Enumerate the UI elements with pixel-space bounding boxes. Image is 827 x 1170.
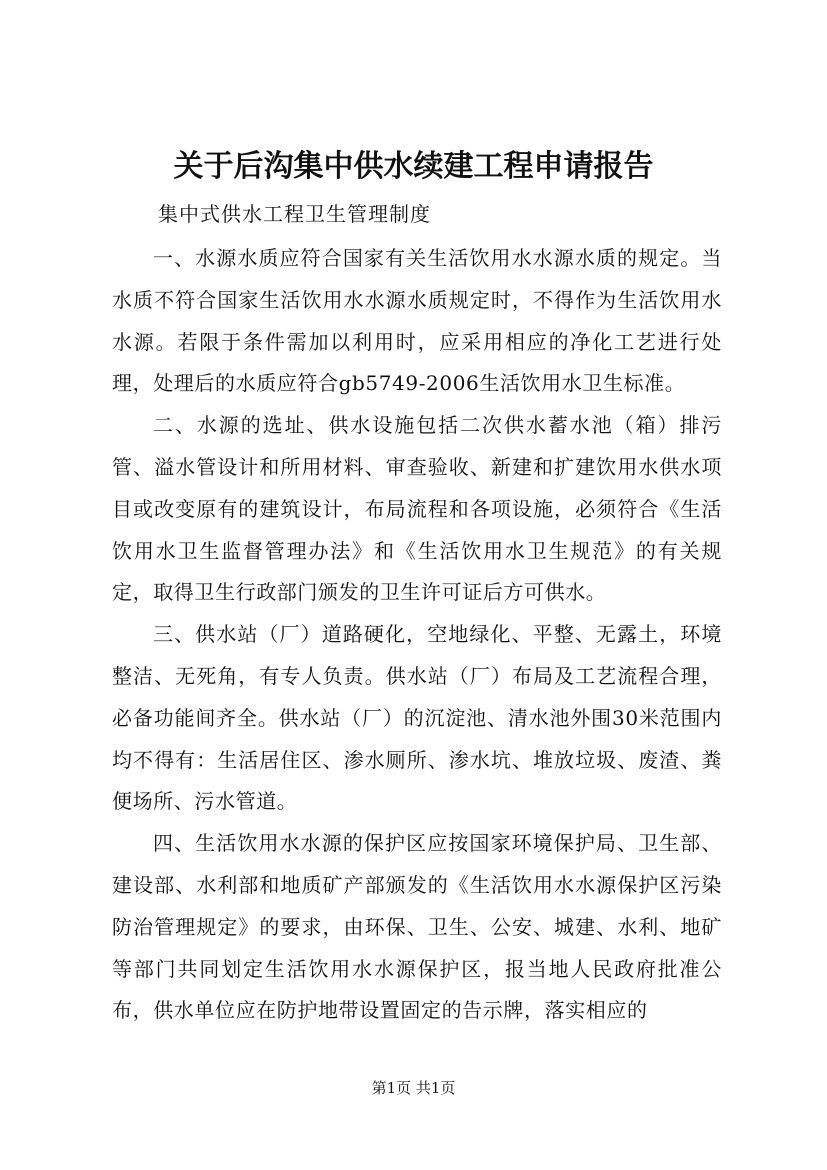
paragraph-2: 二、水源的选址、供水设施包括二次供水蓄水池（箱）排污管、溢水管设计和所用材料、审查验收、新建和扩建饮用水供水项目或改变原有的建筑设计，布局流程和各项设施，必须符合《生活饮用水卫生监督管理办法》和《生活饮用水卫生规范》的有关规定，取得卫生行政部门颁发的卫生许可证后方可供水。 [112, 413, 722, 605]
document-body [112, 238, 722, 1032]
document-title: 关于后沟集中供水续建工程申请报告 [173, 149, 654, 184]
paragraph-4: 四、生活饮用水水源的保护区应按国家环境保护局、卫生部、建设部、水利部和地质矿产部颁发的《生活饮用水水源保护区污染防治管理规定》的要求，由环保、卫生、公安、城建、水利、地矿等部门共同划定生活饮用水水源保护区，报当地人民政府批准公布，供水单位应在防护地带设置固定的告示牌，落实相应的 [112, 831, 722, 1023]
paragraph-3: 三、供水站（厂）道路硬化，空地绿化、平整、无露土，环境整洁、无死角，有专人负责。供水站（厂）布局及工艺流程合理，必备功能间齐全。供水站（厂）的沉淀池、清水池外围30米范围内均不得有：生活居住区、渗水厕所、渗水坑、堆放垃圾、废渣、粪便场所、污水管道。 [112, 622, 722, 814]
paragraph-1: 一、水源水质应符合国家有关生活饮用水水源水质的规定。当水质不符合国家生活饮用水水源水质规定时，不得作为生活饮用水水源。若限于条件需加以利用时，应采用相应的净化工艺进行处理，处理后的水质应符合gb5749-2006生活饮用水卫生标准。 [112, 246, 722, 396]
document-subtitle: 集中式供水工程卫生管理制度 [158, 202, 431, 226]
page-footer: 第1页 共1页 [371, 1079, 456, 1097]
